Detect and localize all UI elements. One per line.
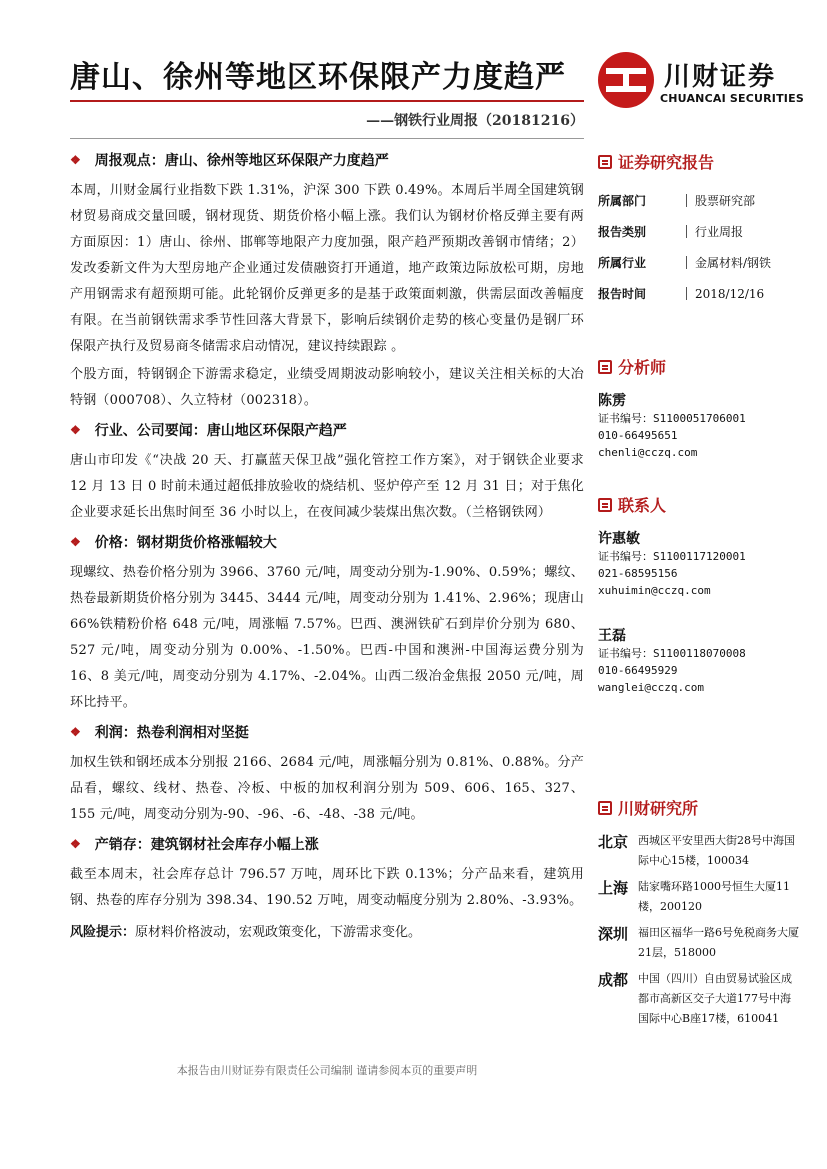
analyst-cert: 证书编号：S1100051706001 — [598, 412, 746, 425]
institute-icon — [598, 801, 612, 815]
contact-email[interactable]: xuhuimin@cczq.com — [598, 584, 711, 597]
risk-label: 风险提示： — [70, 925, 136, 940]
contact-card — [598, 625, 808, 696]
sidebar-heading-contact: 联系人 — [618, 496, 667, 515]
institute-address: 西城区平安里西大街28号中海国际中心15楼，100034 — [638, 834, 795, 867]
section-heading: 价格：钢材期货价格涨幅较大 — [94, 535, 277, 551]
report-subtitle: ——钢铁行业周报（20181216） — [366, 113, 584, 129]
main-content — [70, 150, 584, 946]
section-heading: 利润：热卷利润相对坚挺 — [94, 725, 249, 741]
logo-en: CHUANCAI SECURITIES — [660, 92, 804, 105]
diamond-bullet-icon: ❖ — [70, 153, 81, 167]
subtitle-rule — [70, 138, 584, 139]
info-value: 股票研究部 — [695, 194, 756, 208]
company-logo — [598, 52, 804, 112]
sidebar — [598, 150, 808, 1035]
section-paragraph: 现螺纹、热卷价格分别为 3966、3760 元/吨，周变动分别为-1.90%、0.59%；螺纹、热卷最新期货价格分别为 3445、3444 元/吨，周变动分别为 1.41%、2.96%；现唐山 66%铁精粉价格 648 元/吨，周涨幅 7.57%。巴西、澳洲铁矿石到岸价分别为 680、527 元/吨，周变动分别为 0.00%、-1.50%。巴西-中国和澳洲-中国海运费分别为 16、8 美元/吨，周变动分别为 4.17%、-2.04%。山西二级冶金焦报 2050 元/吨，周环比持平。 — [70, 565, 584, 710]
institute-row — [598, 923, 808, 963]
section-heading: 周报观点：唐山、徐州等地区环保限产力度趋严 — [94, 153, 389, 169]
info-value: 2018/12/16 — [695, 286, 765, 301]
section-price — [70, 532, 584, 716]
page-footer: 本报告由川财证券有限责任公司编制 谨请参阅本页的重要声明 — [176, 1064, 478, 1077]
section-paragraph: 唐山市印发《“决战 20 天、打赢蓝天保卫战”强化管控工作方案》，对于钢铁企业要求 12 月 13 日 0 时前未通过超低排放验收的烧结机、竖炉停产至 12 月 31 日；对于焦化企业要求延长出焦时间至 36 小时以上，在夜间减少装煤出焦次数。（兰格钢铁网） — [70, 453, 584, 520]
sidebar-heading-report: 证券研究报告 — [618, 153, 715, 172]
info-label: 报告时间 — [598, 287, 647, 301]
institute-row — [598, 969, 808, 1029]
section-inventory — [70, 834, 584, 914]
section-profit — [70, 722, 584, 828]
institute-city: 北京 — [598, 833, 629, 851]
section-paragraph: 截至本周末，社会库存总计 796.57 万吨，周环比下跌 0.13%；分产品来看，建筑用钢、热卷的库存分别为 398.34、190.52 万吨，周变动幅度分别为 2.80%、-3.93%。 — [70, 867, 584, 908]
info-row — [598, 216, 808, 247]
diamond-bullet-icon: ❖ — [70, 837, 81, 851]
section-paragraph: 个股方面，特钢钢企下游需求稳定，业绩受周期波动影响较小，建议关注相关标的大冶特钢（000708）、久立特材（002318）。 — [70, 367, 584, 408]
analyst-phone: 010-66495651 — [598, 429, 678, 442]
diamond-bullet-icon: ❖ — [70, 725, 81, 739]
info-label: 所属行业 — [598, 256, 647, 270]
analyst-icon — [598, 360, 612, 374]
institute-address: 中国（四川）自由贸易试验区成都市高新区交子大道177号中海国际中心B座17楼，610041 — [638, 972, 792, 1025]
analyst-name: 陈雳 — [598, 393, 626, 409]
section-heading: 产销存：建筑钢材社会库存小幅上涨 — [94, 837, 319, 853]
contact-cert: 证书编号：S1100117120001 — [598, 550, 746, 563]
section-heading: 行业、公司要闻：唐山地区环保限产趋严 — [94, 423, 347, 439]
risk-note — [70, 920, 584, 946]
institute-city: 深圳 — [598, 925, 629, 943]
institute-city: 成都 — [598, 971, 629, 989]
info-value: 金属材料/钢铁 — [695, 256, 772, 270]
section-paragraph: 加权生铁和钢坯成本分别报 2166、2684 元/吨，周涨幅分别为 0.81%、0.88%。分产品看，螺纹、线材、热卷、冷板、中板的加权利润分别为 509、606、165、327、155 元/吨，周变动分别为-90、-96、-6、-48、-38 元/吨。 — [70, 755, 584, 822]
contact-cert: 证书编号：S1100118070008 — [598, 647, 746, 660]
section-news — [70, 420, 584, 526]
institute-row — [598, 877, 808, 917]
contact-phone: 021-68595156 — [598, 567, 678, 580]
info-label: 所属部门 — [598, 194, 647, 208]
analyst-card — [598, 390, 808, 461]
contact-card — [598, 528, 808, 599]
sidebar-heading-institute: 川财研究所 — [618, 799, 699, 818]
analyst-email[interactable]: chenli@cczq.com — [598, 446, 698, 459]
info-row — [598, 278, 808, 309]
contact-name: 许惠敏 — [598, 531, 640, 547]
info-row — [598, 185, 808, 216]
institute-address: 福田区福华一路6号免税商务大厦21层，518000 — [638, 926, 799, 959]
report-title: 唐山、徐州等地区环保限产力度趋严 — [70, 60, 566, 95]
institute-row — [598, 831, 808, 871]
info-value: 行业周报 — [695, 225, 744, 239]
contact-phone: 010-66495929 — [598, 664, 678, 677]
info-label: 报告类别 — [598, 225, 647, 239]
sidebar-heading-analyst: 分析师 — [618, 358, 667, 377]
diamond-bullet-icon: ❖ — [70, 423, 81, 437]
institute-city: 上海 — [598, 879, 629, 897]
section-view — [70, 150, 584, 414]
title-rule — [70, 100, 584, 102]
contact-name: 王磊 — [598, 628, 626, 644]
logo-cn: 川财证券 — [664, 62, 777, 92]
contact-email[interactable]: wanglei@cczq.com — [598, 681, 704, 694]
risk-text: 原材料价格波动，宏观政策变化，下游需求变化。 — [135, 925, 422, 940]
section-paragraph: 本周，川财金属行业指数下跌 1.31%，沪深 300 下跌 0.49%。本周后半周全国建筑钢材贸易商成交量回暖，钢材现货、期货价格小幅上涨。我们认为钢材价格反弹主要有两方面原因：1）唐山、徐州、邯郸等地限产力度加强，限产趋严预期改善钢市情绪；2）发改委新文件为大型房地产企业通过发债融资打开通道，地产政策边际放松可期，房地产用钢需求有超预期可能。此轮钢价反弹更多的是基于政策面刺激，供需层面改善幅度有限。在当前钢铁需求季节性回落大背景下，影响后续钢价走势的核心变量仍是钢厂环保限产执行及贸易商冬储需求启动情况，建议持续跟踪 。 — [70, 183, 584, 354]
report-icon — [598, 155, 612, 169]
logo-mark-icon — [598, 52, 654, 108]
institute-address: 陆家嘴环路1000号恒生大厦11楼，200120 — [638, 880, 790, 913]
contact-icon — [598, 498, 612, 512]
diamond-bullet-icon: ❖ — [70, 535, 81, 549]
info-row — [598, 247, 808, 278]
